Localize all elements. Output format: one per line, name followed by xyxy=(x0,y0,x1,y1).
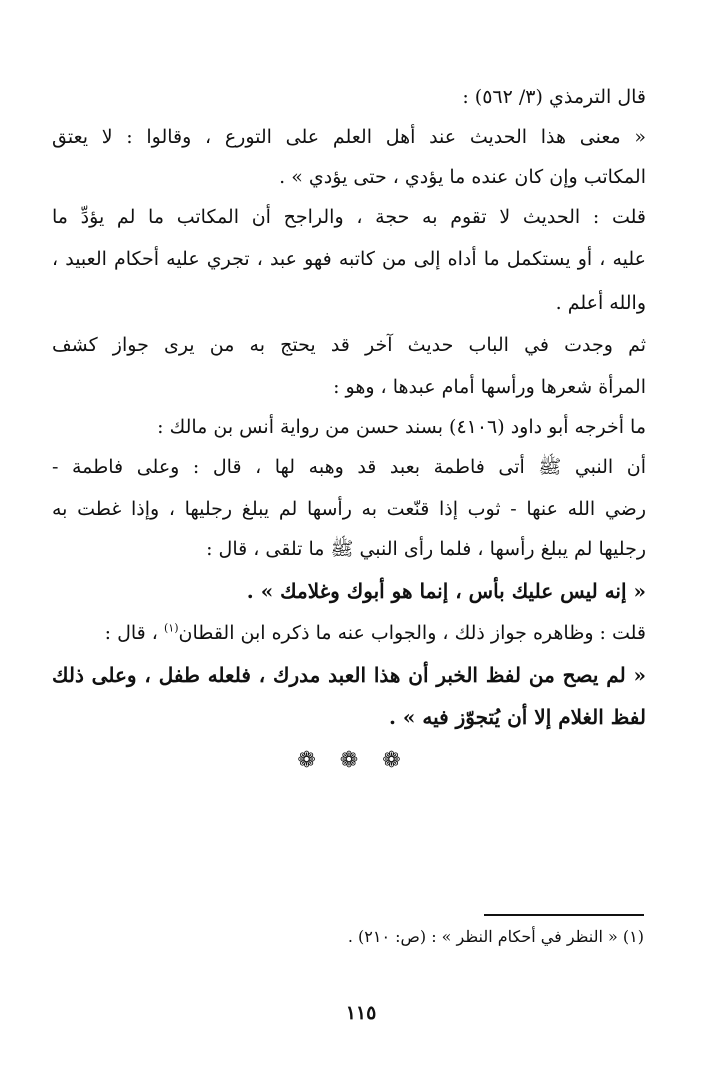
text-line-5: عليه ، أو يستكمل ما أداه إلى من كاتبه فهو عبد ، تجري عليه أحكام العبيد ، xyxy=(52,248,646,270)
footnote-ref: (١) xyxy=(163,621,179,635)
text-line-12: رجليها لم يبلغ رأسها ، فلما رأى النبي ﷺ ما تلقى ، قال : xyxy=(206,538,646,560)
footnote: (١) « النظر في أحكام النظر » : (ص: ٢١٠) . xyxy=(347,927,644,946)
footnote-rule xyxy=(484,914,644,916)
text-line-14 xyxy=(52,618,646,648)
text-line-1: قال الترمذي (٣/ ٥٦٢) : xyxy=(462,86,646,108)
section-divider xyxy=(0,748,722,773)
text-line-14-end: ، قال : xyxy=(104,622,164,644)
text-line-7: ثم وجدت في الباب حديث آخر قد يحتج به من يرى جواز كشف xyxy=(52,334,646,356)
text-line-10: أن النبي ﷺ أتى فاطمة بعبد قد وهبه لها ، قال : وعلى فاطمة - xyxy=(52,456,646,478)
text-line-3: المكاتب وإن كان عنده ما يؤدي ، حتى يؤدي » . xyxy=(279,166,646,188)
quote-line-1: « لم يصح من لفظ الخبر أن هذا العبد مدرك ، فلعله طفل ، وعلى ذلك xyxy=(52,663,646,687)
quote-line-2: لفظ الغلام إلا أن يُتجوّز فيه » . xyxy=(388,705,646,729)
text-line-11: رضي الله عنها - ثوب إذا قنّعت به رأسها لم يبلغ رجليها ، وإذا غطت به xyxy=(52,498,646,520)
flower-ornament-icon: ❁ xyxy=(382,748,425,773)
text-line-4: قلت : الحديث لا تقوم به حجة ، والراجح أن المكاتب ما لم يؤدِّ ما xyxy=(52,206,646,228)
text-line-2: « معنى هذا الحديث عند أهل العلم على التورع ، وقالوا : لا يعتق xyxy=(52,126,646,148)
text-line-9: ما أخرجه أبو داود (٤١٠٦) بسند حسن من رواية أنس بن مالك : xyxy=(157,416,646,438)
text-line-13: « إنه ليس عليك بأس ، إنما هو أبوك وغلامك » . xyxy=(246,579,646,603)
text-line-6: والله أعلم . xyxy=(555,292,646,314)
flower-ornament-icon: ❁ xyxy=(339,748,383,773)
flower-ornament-icon: ❁ xyxy=(297,748,340,773)
text-line-14-main: قلت : وظاهره جواز ذلك ، والجواب عنه ما ذكره ابن القطان xyxy=(178,622,646,644)
text-line-8: المرأة شعرها ورأسها أمام عبدها ، وهو : xyxy=(333,376,646,398)
page-number: ١١٥ xyxy=(345,1002,377,1024)
